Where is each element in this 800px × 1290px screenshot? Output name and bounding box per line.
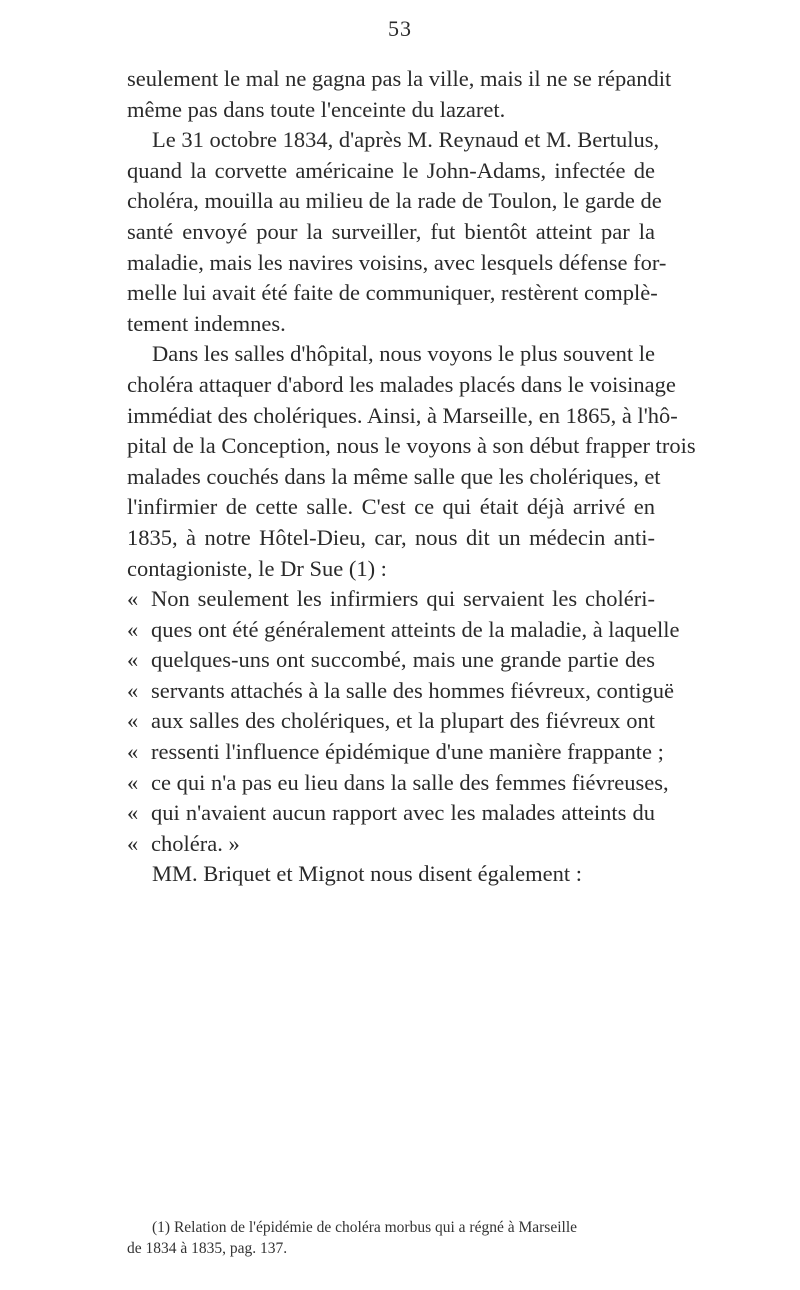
text-line: 1835, à notre Hôtel-Dieu, car, nous dit un médecin anti- [127,524,655,550]
text-line: quand la corvette américaine le John-Adams, infectée de [127,157,655,183]
text-line: MM. Briquet et Mignot nous disent également : [152,861,582,887]
text-line: seulement le mal ne gagna pas la ville, mais il ne se répandit [127,66,672,91]
quote-mark: « [127,677,139,703]
text-line: Dans les salles d'hôpital, nous voyons le plus souvent le [152,341,655,367]
quote-line: « quelques-uns ont succombé, mais une grande partie des [127,645,655,676]
page-number: 53 [388,16,412,41]
text-line: Le 31 octobre 1834, d'après M. Reynaud et M. Bertulus, [152,127,660,153]
footnote [127,1217,655,1259]
footnote-line: (1) Relation de l'épidémie de choléra morbus qui a régné à Marseille [152,1219,578,1236]
text-line: choléra attaquer d'abord les malades placés dans le voisinage [127,371,676,397]
text-line: l'infirmier de cette salle. C'est ce qui était déjà arrivé en [127,494,655,520]
text-line: immédiat des cholériques. Ainsi, à Marseille, en 1865, à l'hô- [127,402,678,428]
quote-mark: « [127,739,139,765]
quote-mark: « [127,830,139,856]
quote-mark: « [127,769,139,795]
text-line: même pas dans toute l'enceinte du lazaret. [127,96,506,122]
text-line: melle lui avait été faite de communiquer, restèrent complè- [127,280,658,306]
quote-mark: « [127,616,139,642]
quote-mark: « [127,647,139,673]
body-text [127,64,696,890]
quote-mark: « [127,586,139,612]
text-line: contagioniste, le Dr Sue (1) : [127,555,387,581]
text-line: tement indemnes. [127,310,286,336]
text-line: maladie, mais les navires voisins, avec lesquels défense for- [127,249,667,275]
quote-mark: « [127,708,139,734]
quote-line: « Non seulement les infirmiers qui servaient les choléri- [127,584,655,615]
quote-line: « choléra. » [127,829,655,860]
quote-mark: « [127,800,139,826]
quote-line: « ques ont été généralement atteints de la maladie, à laquelle [127,615,655,646]
text-line: choléra, mouilla au milieu de la rade de Toulon, le garde de [127,188,662,214]
quote-line: « aux salles des cholériques, et la plupart des fiévreux ont [127,706,655,737]
quote-line: « qui n'avaient aucun rapport avec les malades atteints du [127,798,655,829]
text-line: santé envoyé pour la surveiller, fut bientôt atteint par la [127,218,655,244]
quote-line: « ressenti l'influence épidémique d'une manière frappante ; [127,737,655,768]
text-line: pital de la Conception, nous le voyons à son début frapper trois [127,433,696,459]
quote-line: « ce qui n'a pas eu lieu dans la salle des femmes fiévreuses, [127,768,655,799]
footnote-line: de 1834 à 1835, pag. 137. [127,1240,288,1257]
text-line: malades couchés dans la même salle que les cholériques, et [127,463,661,489]
quote-line: « servants attachés à la salle des hommes fiévreux, contiguë [127,676,655,707]
